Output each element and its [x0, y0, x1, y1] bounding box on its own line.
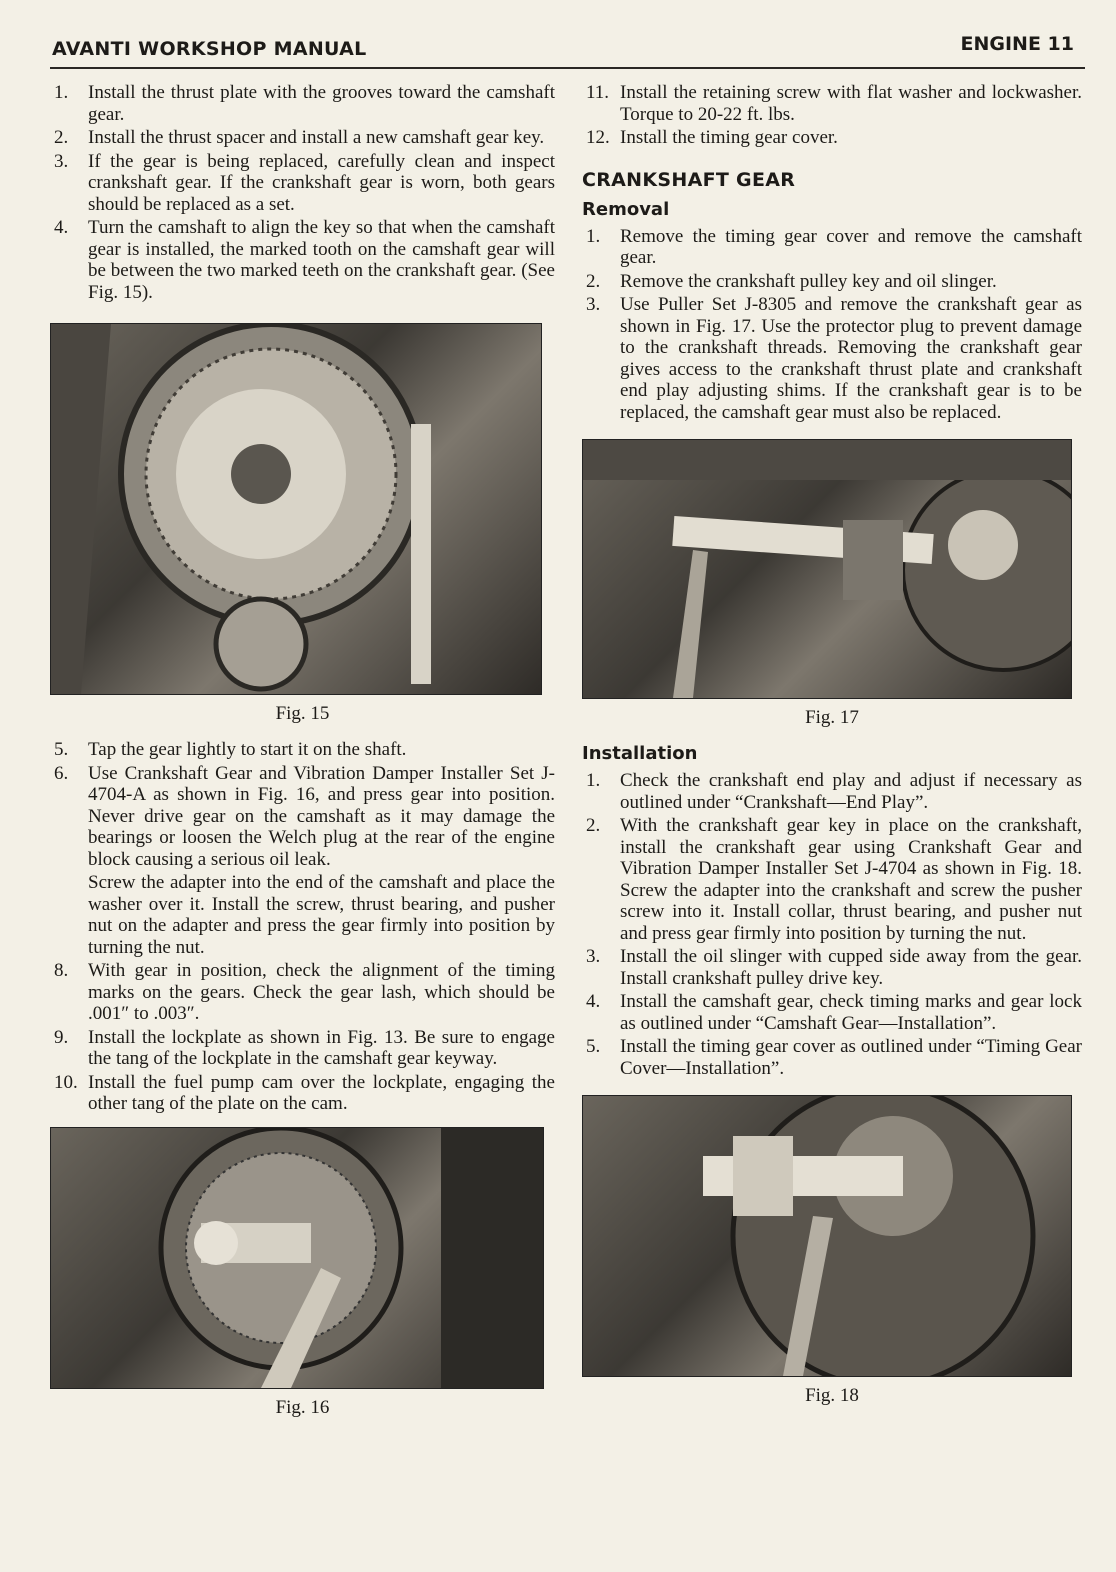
step-text: Install the thrust plate with the grooves toward the camshaft gear.	[88, 82, 555, 125]
step-number: 1.	[586, 770, 601, 791]
step-text: With the crankshaft gear key in place on the crankshaft, install the crankshaft gear using Crankshaft Gear and Vibration Damper Installer Set J-4704 as shown in Fig. 18. Screw the adapter into the crankshaft and screw the pusher screw into it. Install collar, thrust bearing, and pusher nut and press gear firmly into position by turning the nut.	[620, 815, 1082, 944]
step-text: Install the retaining screw with flat washer and lockwasher. Torque to 20-22 ft. lbs.	[620, 82, 1082, 125]
removal-steps	[582, 226, 1082, 424]
step-number: 3.	[586, 294, 601, 315]
manual-title: AVANTI WORKSHOP MANUAL	[52, 38, 367, 60]
step-number: 4.	[54, 217, 69, 238]
step-item	[582, 127, 1082, 149]
installation-steps	[582, 770, 1082, 1079]
step-number: 2.	[54, 127, 69, 148]
figure-16-caption: Fig. 16	[275, 1396, 330, 1418]
step-item	[50, 872, 555, 958]
step-item	[50, 127, 555, 149]
step-item	[50, 763, 555, 871]
step-text: Tap the gear lightly to start it on the shaft.	[88, 739, 407, 760]
step-item	[50, 82, 555, 125]
step-text: Install the fuel pump cam over the lockplate, engaging the other tang of the plate on the cam.	[88, 1071, 555, 1114]
step-number: 2.	[586, 270, 601, 292]
step-text: Use Crankshaft Gear and Vibration Damper Installer Set J-4704-A as shown in Fig. 16, and press gear into position. Never drive gear on the camshaft as it may damage the bearings or loosen the Welch plug at the rear of the engine block causing a serious oil leak.	[88, 762, 555, 870]
step-number: 1.	[586, 225, 601, 247]
step-item	[582, 82, 1082, 125]
step-number: 3.	[54, 150, 69, 172]
step-item	[582, 946, 1082, 989]
step-number: 6.	[54, 762, 69, 784]
step-item	[50, 1027, 555, 1070]
step-number: 2.	[586, 815, 601, 836]
step-item	[582, 271, 1082, 293]
step-text: With gear in position, check the alignment of the timing marks on the gears. Check the gear lash, which should be .001″ to .003″.	[88, 960, 555, 1024]
step-number: 5.	[586, 1036, 601, 1057]
figure-17-caption: Fig. 17	[805, 707, 859, 728]
step-item	[50, 217, 555, 303]
installation-title: Installation	[582, 743, 698, 764]
step-item	[582, 1036, 1082, 1079]
step-number: 3.	[586, 946, 601, 967]
step-number: 1.	[54, 82, 69, 103]
camshaft-steps-c	[582, 82, 1082, 149]
step-item	[50, 1072, 555, 1115]
step-text: Remove the timing gear cover and remove the camshaft gear.	[620, 225, 1082, 268]
step-number: 12.	[586, 127, 610, 148]
step-text: Turn the camshaft to align the key so that when the camshaft gear is installed, the marked tooth on the camshaft gear will be between the two marked teeth on the crankshaft gear. (See Fig. 15).	[88, 217, 555, 303]
figure-18-caption: Fig. 18	[805, 1385, 859, 1406]
figure-17-photo	[582, 439, 1072, 699]
step-text: Check the crankshaft end play and adjust if necessary as outlined under “Crankshaft—End Play”.	[620, 770, 1082, 813]
step-number: 8.	[54, 960, 69, 981]
step-item	[582, 815, 1082, 944]
figure-15-photo	[50, 323, 542, 695]
step-number: 10.	[54, 1071, 78, 1093]
step-text: Install the lockplate as shown in Fig. 13. Be sure to engage the tang of the lockplate in the camshaft gear keyway.	[88, 1026, 555, 1069]
step-item	[582, 770, 1082, 813]
figure-15-caption: Fig. 15	[275, 703, 330, 724]
section-title: CRANKSHAFT GEAR	[582, 168, 796, 191]
figure-16-photo	[50, 1127, 544, 1389]
step-item	[582, 226, 1082, 269]
step-item	[582, 991, 1082, 1034]
step-text: Use Puller Set J-8305 and remove the crankshaft gear as shown in Fig. 17. Use the protector plug to prevent damage to the crankshaft threads. Removing the crankshaft gear gives access to the crankshaft thrust plate and crankshaft end play adjusting shims. If the crankshaft gear is to be replaced, the camshaft gear must also be replaced.	[620, 294, 1082, 423]
step-text: Install the timing gear cover.	[620, 127, 838, 148]
step-text: Screw the adapter into the end of the camshaft and place the washer over it. Install the screw, thrust bearing, and pusher nut on the adapter and press the gear firmly into position by turning the nut.	[88, 872, 555, 958]
removal-title: Removal	[582, 198, 670, 220]
step-item	[50, 960, 555, 1025]
step-item	[50, 151, 555, 216]
page-section-number: ENGINE 11	[960, 33, 1074, 55]
step-number: 4.	[586, 991, 601, 1012]
step-number: 11.	[586, 82, 610, 103]
step-item	[50, 739, 555, 761]
step-item	[582, 294, 1082, 423]
step-text: Install the oil slinger with cupped side away from the gear. Install crankshaft pulley drive key.	[620, 946, 1082, 989]
step-text: Install the timing gear cover as outlined under “Timing Gear Cover—Installation”.	[620, 1036, 1082, 1079]
step-text: If the gear is being replaced, carefully clean and inspect crankshaft gear. If the crankshaft gear is worn, both gears should be replaced as a set.	[88, 150, 555, 215]
figure-18-photo	[582, 1095, 1072, 1377]
step-text: Remove the crankshaft pulley key and oil slinger.	[620, 270, 997, 292]
right-column	[582, 82, 1082, 1407]
step-number: 9.	[54, 1026, 69, 1048]
step-text: Install the camshaft gear, check timing marks and gear lock as outlined under “Camshaft Gear—Installation”.	[620, 991, 1082, 1034]
step-text: Install the thrust spacer and install a new camshaft gear key.	[88, 127, 545, 148]
camshaft-steps-b	[50, 739, 555, 1115]
camshaft-steps-a	[50, 82, 555, 303]
step-number: 5.	[54, 739, 69, 760]
header-rule	[50, 67, 1085, 69]
left-column	[50, 82, 555, 1419]
